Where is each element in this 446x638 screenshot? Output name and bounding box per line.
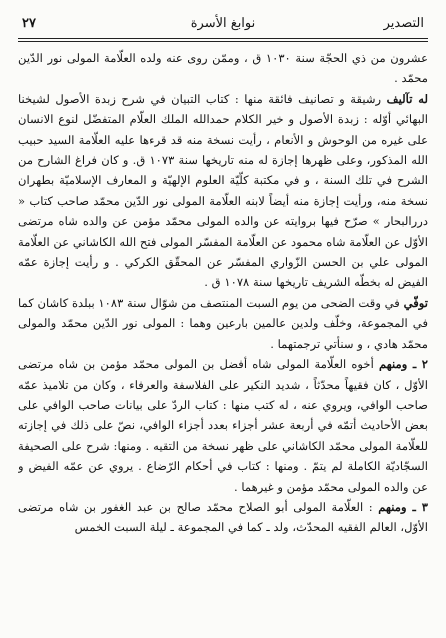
- paragraph-lead: ٢ ـ ومنهم: [378, 357, 428, 372]
- paragraph-2: [18, 89, 428, 293]
- header-rule: [18, 38, 428, 42]
- paragraph-text: أخوه العلّامة المولى شاه أفضل بن المولى محمّد مؤمن بن شاه مرتضى الأوّل ، كان فقيهاً محدّثاً ، شديد النكير على الفلاسفة والعرفاء ، وكان من تلاميذ عمّه صاحب الوافي، ويروي عنه ، له كتب منها : كتاب الردّ على بيانات صاحب الوافي على بعض الأحاديث أتمّه في أربعة عشر أجزاء بعدد أجزاء الوافي، نصّ على ذلك في إجازته للعلّامة المولى محمّد الكاشاني على ظهر نسخة من التقيه . ومنها: شرح على الصحيفة السجّاديّة الكاملة لم يتمّ . ومنها : كتاب في أحكام الرّضاع . يروي عن عمّه الفيض و عن والده المولى محمّد مؤمن و غيرهما .: [18, 357, 428, 494]
- running-title: نوابغ الأسرة: [190, 16, 256, 31]
- paragraph-4: [18, 354, 428, 497]
- paragraph-text: في وقت الضحى من يوم السبت المنتصف من شوّال سنة ١٠٨٣ ببلدة كاشان كما في المجموعة، وخلّف ولدين عالمين بارعين وهما : المولى نور الدّين محمّد والمولى محمّد هادي ، و سنأتي ترجمتهما .: [18, 295, 428, 351]
- paragraph-text: رشيقة و تصانيف فائقة منها : كتاب التبيان في شرح زبدة الأصول لشيخنا البهائي أوّله : زبدة الأصول و خير الكلام حمدالله الملك العلّام المتفضّل لنوع الانسان على غيره من الوحوش و الأنعام ، رأيت نسخة منه قد قرءها عليه العلّامة السيد حبيب الله المذكور، وعلى ظهرها إجازة له منه تاريخها سنة ١٠٧٣ ق. و كان فراغ الشارح من الشرح في تلك السنة ، و في مكتبة كلّيّة العلوم الإلهيّة و المعارف الإسلاميّة بطهران نسخة منه، ورأيت إجازة منه أيضاً لابنه العلّامة المولى نور الدّين محمّد صاحب كتاب « دررالبحار » صرّح فيها بروايته عن والده المولى محمّد مؤمن عن والده شاه مرتضى الأوّل عن العلّامة شاه محمود عن العلّامة المفسّر المولى فتح الله الكاشاني عن العلّامة المولى علي بن الحسن الزّواري المفسّر عن المحقّق الكركي . و رأيت إجازة عمّه الفيض له بخطّه الشريف تاريخها سنة ١٠٧٨ ق .: [18, 91, 428, 290]
- paragraph-5: [18, 497, 428, 538]
- paragraph-1: [18, 48, 428, 89]
- page-header: [18, 14, 428, 36]
- paragraph-3: [18, 293, 428, 354]
- paragraph-text: عشرون من ذي الحجّة سنة ١٠٣٠ ق ، وممّن روى عنه ولده العلّامة المولى نور الدّين محمّد .: [18, 51, 428, 86]
- paragraph-text: : العلّامة المولى أبو الصلاح محمّد صالح بن عبد الغفور بن شاه مرتضى الأوّل، العالم الفقيه المحدّث، ولد ـ كما في المجموعة ـ ليلة السبت الخمس: [18, 499, 428, 535]
- paragraph-lead: له تآليف: [386, 91, 428, 106]
- paragraph-lead: ٣ ـ ومنهم: [378, 499, 428, 514]
- page-body: [18, 48, 428, 630]
- page-number: ٢٧: [22, 16, 36, 31]
- section-title: التصدير: [383, 16, 424, 31]
- paragraph-lead: توفّي: [403, 295, 428, 310]
